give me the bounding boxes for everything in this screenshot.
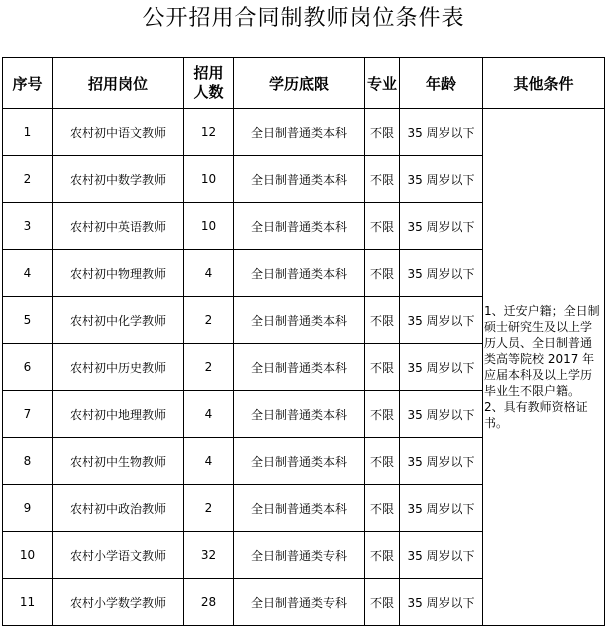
table-row bbox=[3, 109, 605, 156]
cell-position: 农村初中英语教师 bbox=[53, 203, 184, 250]
cell-position: 农村初中化学教师 bbox=[53, 297, 184, 344]
cell-count: 2 bbox=[184, 297, 234, 344]
cell-position: 农村初中地理教师 bbox=[53, 391, 184, 438]
header-education: 学历底限 bbox=[234, 58, 365, 109]
cell-count: 12 bbox=[184, 109, 234, 156]
header-major: 专业 bbox=[365, 58, 400, 109]
header-count-line1: 招用 bbox=[193, 64, 224, 82]
cell-education: 全日制普通类本科 bbox=[234, 156, 365, 203]
cell-education: 全日制普通类本科 bbox=[234, 250, 365, 297]
cell-seq: 2 bbox=[3, 156, 53, 203]
cell-major: 不限 bbox=[365, 156, 400, 203]
cell-age: 35 周岁以下 bbox=[400, 203, 483, 250]
cell-seq: 11 bbox=[3, 579, 53, 626]
header-age: 年龄 bbox=[400, 58, 483, 109]
cell-age: 35 周岁以下 bbox=[400, 579, 483, 626]
cell-major: 不限 bbox=[365, 344, 400, 391]
cell-major: 不限 bbox=[365, 532, 400, 579]
header-count-line2: 人数 bbox=[193, 83, 224, 101]
cell-position: 农村小学数学教师 bbox=[53, 579, 184, 626]
cell-education: 全日制普通类本科 bbox=[234, 344, 365, 391]
cell-seq: 3 bbox=[3, 203, 53, 250]
cell-position: 农村初中数学教师 bbox=[53, 156, 184, 203]
cell-count: 4 bbox=[184, 250, 234, 297]
header-position: 招用岗位 bbox=[53, 58, 184, 109]
page-title: 公开招用合同制教师岗位条件表 bbox=[142, 6, 465, 31]
cell-seq: 6 bbox=[3, 344, 53, 391]
other-condition-1: 1、迁安户籍；全日制硕士研究生及以上学历人员、全日制普通类高等院校 2017 年应届本科及以上学历毕业生不限户籍。 bbox=[484, 304, 600, 398]
cell-count: 28 bbox=[184, 579, 234, 626]
cell-education: 全日制普通类本科 bbox=[234, 485, 365, 532]
cell-seq: 1 bbox=[3, 109, 53, 156]
cell-other-conditions bbox=[483, 109, 605, 626]
cell-education: 全日制普通类专科 bbox=[234, 579, 365, 626]
cell-education: 全日制普通类本科 bbox=[234, 391, 365, 438]
cell-education: 全日制普通类本科 bbox=[234, 438, 365, 485]
cell-seq: 10 bbox=[3, 532, 53, 579]
cell-seq: 7 bbox=[3, 391, 53, 438]
cell-count: 2 bbox=[184, 485, 234, 532]
cell-count: 32 bbox=[184, 532, 234, 579]
cell-age: 35 周岁以下 bbox=[400, 485, 483, 532]
cell-age: 35 周岁以下 bbox=[400, 250, 483, 297]
cell-seq: 4 bbox=[3, 250, 53, 297]
cell-position: 农村初中物理教师 bbox=[53, 250, 184, 297]
cell-major: 不限 bbox=[365, 297, 400, 344]
cell-age: 35 周岁以下 bbox=[400, 532, 483, 579]
cell-education: 全日制普通类本科 bbox=[234, 297, 365, 344]
cell-age: 35 周岁以下 bbox=[400, 438, 483, 485]
cell-education: 全日制普通类本科 bbox=[234, 109, 365, 156]
cell-major: 不限 bbox=[365, 109, 400, 156]
cell-major: 不限 bbox=[365, 485, 400, 532]
cell-position: 农村初中政治教师 bbox=[53, 485, 184, 532]
cell-age: 35 周岁以下 bbox=[400, 109, 483, 156]
cell-position: 农村小学语文教师 bbox=[53, 532, 184, 579]
cell-seq: 5 bbox=[3, 297, 53, 344]
header-other: 其他条件 bbox=[483, 58, 605, 109]
cell-position: 农村初中历史教师 bbox=[53, 344, 184, 391]
cell-count: 4 bbox=[184, 438, 234, 485]
cell-major: 不限 bbox=[365, 250, 400, 297]
header-count bbox=[184, 58, 234, 109]
cell-age: 35 周岁以下 bbox=[400, 344, 483, 391]
cell-count: 2 bbox=[184, 344, 234, 391]
other-condition-2: 2、具有教师资格证书。 bbox=[484, 400, 588, 430]
cell-major: 不限 bbox=[365, 438, 400, 485]
position-conditions-table bbox=[2, 57, 605, 626]
cell-position: 农村初中语文教师 bbox=[53, 109, 184, 156]
cell-age: 35 周岁以下 bbox=[400, 391, 483, 438]
cell-age: 35 周岁以下 bbox=[400, 156, 483, 203]
header-seq: 序号 bbox=[3, 58, 53, 109]
cell-count: 4 bbox=[184, 391, 234, 438]
cell-seq: 8 bbox=[3, 438, 53, 485]
cell-age: 35 周岁以下 bbox=[400, 297, 483, 344]
cell-education: 全日制普通类本科 bbox=[234, 203, 365, 250]
cell-seq: 9 bbox=[3, 485, 53, 532]
cell-education: 全日制普通类专科 bbox=[234, 532, 365, 579]
cell-major: 不限 bbox=[365, 391, 400, 438]
cell-count: 10 bbox=[184, 156, 234, 203]
cell-major: 不限 bbox=[365, 203, 400, 250]
header-row bbox=[3, 58, 605, 109]
cell-count: 10 bbox=[184, 203, 234, 250]
cell-major: 不限 bbox=[365, 579, 400, 626]
cell-position: 农村初中生物教师 bbox=[53, 438, 184, 485]
